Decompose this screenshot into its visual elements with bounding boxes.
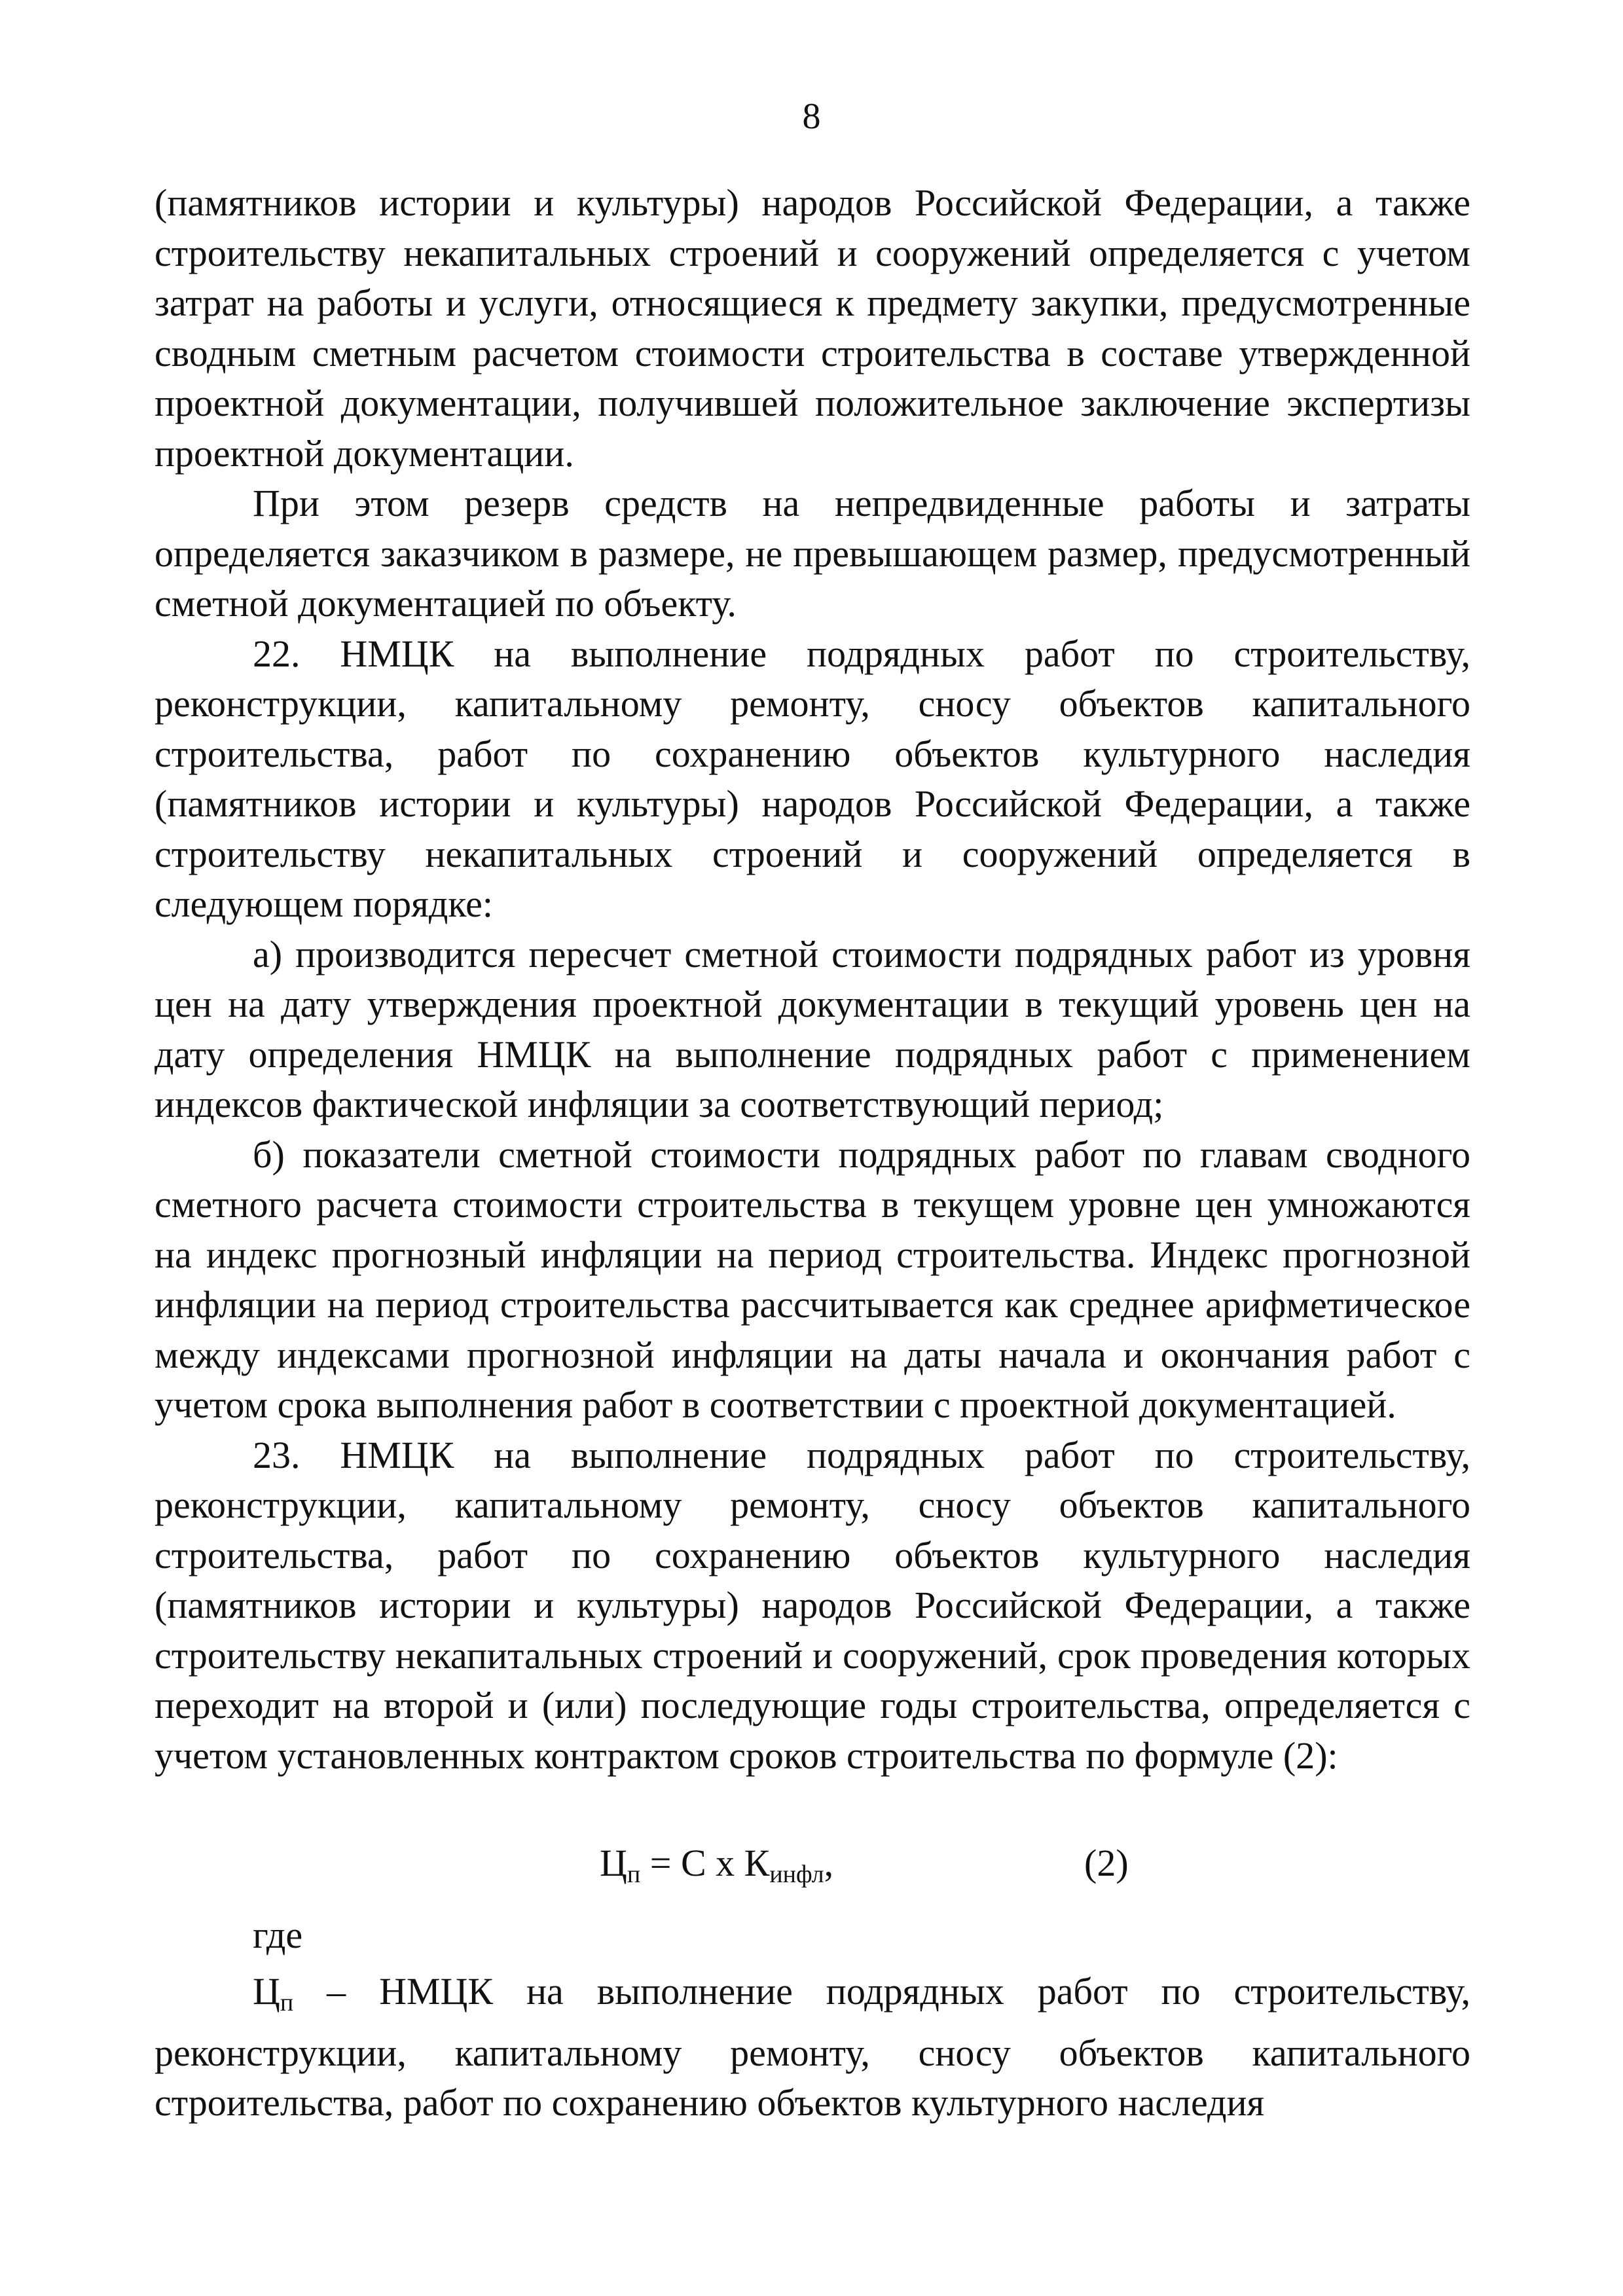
formula — [600, 1838, 833, 1900]
formula-lhs-symbol: Ц — [600, 1842, 627, 1884]
document-body — [155, 178, 1470, 2128]
paragraph-continuation: (памятников истории и культуры) народов Российской Федерации, а также строительству некапитальных строений и сооружений определяется с учетом затрат на работы и услуги, относящиеся к предмету закупки, предусмотренные сводным сметным расчетом стоимости строительства в составе утвержденной проектной документации, получившей положительное заключение экспертизы проектной документации. — [155, 181, 1470, 475]
formula-number: (2) — [1084, 1842, 1129, 1884]
paragraph-22: 22. НМЦК на выполнение подрядных работ по строительству, реконструкции, капитальному ремонту, сносу объектов капитального строительства, работ по сохранению объектов культурного наследия (памятников истории и культуры) народов Российской Федерации, а также строительству некапитальных строений и сооружений определяется в следующем порядке: — [155, 632, 1470, 925]
formula-row — [155, 1838, 1470, 1904]
definition-text: – НМЦК на выполнение подрядных работ по строительству, реконструкции, капитальному ремонту, сносу объектов капитального строительства, работ по сохранению объектов культурного наследия — [155, 1970, 1470, 2124]
page-number: 8 — [802, 96, 821, 137]
paragraph-reserve: При этом резерв средств на непредвиденные работы и затраты определяется заказчиком в размере, не превышающем размер, предусмотренный сметной документацией по объекту. — [155, 482, 1470, 625]
formula-operator: = С х К — [649, 1842, 770, 1884]
where-label: где — [253, 1914, 303, 1956]
paragraph-22-a: а) производится пересчет сметной стоимости подрядных работ из уровня цен на дату утверждения проектной документации в текущий уровень цен на дату определения НМЦК на выполнение подрядных работ с применением индексов фактической инфляции за соответствующий период; — [155, 932, 1470, 1125]
definition-paragraph — [155, 1967, 1470, 2128]
paragraph-22-b: б) показатели сметной стоимости подрядных работ по главам сводного сметного расчета стоимости строительства в текущем уровне цен умножаются на индекс прогнозный инфляции на период строительства. Индекс прогнозной инфляции на период строительства рассчитывается как среднее арифметическое между индексами прогнозной инфляции на даты начала и окончания работ с учетом срока выполнения работ в соответствии с проектной документацией. — [155, 1133, 1470, 1426]
definition-symbol: Ц — [253, 1970, 280, 2013]
paragraph-23: 23. НМЦК на выполнение подрядных работ по строительству, реконструкции, капитальному ремонту, сносу объектов капитального строительства, работ по сохранению объектов культурного наследия (памятников истории и культуры) народов Российской Федерации, а также строительству некапитальных строений и сооружений, срок проведения которых переходит на второй и (или) последующие годы строительства, определяется с учетом установленных контрактом сроков строительства по формуле (2): — [155, 1433, 1470, 1777]
definition-subscript: п — [280, 1989, 294, 2016]
formula-trailing: , — [824, 1842, 834, 1884]
formula-rhs-subscript: инфл — [769, 1861, 824, 1888]
formula-lhs-subscript: п — [627, 1861, 641, 1888]
